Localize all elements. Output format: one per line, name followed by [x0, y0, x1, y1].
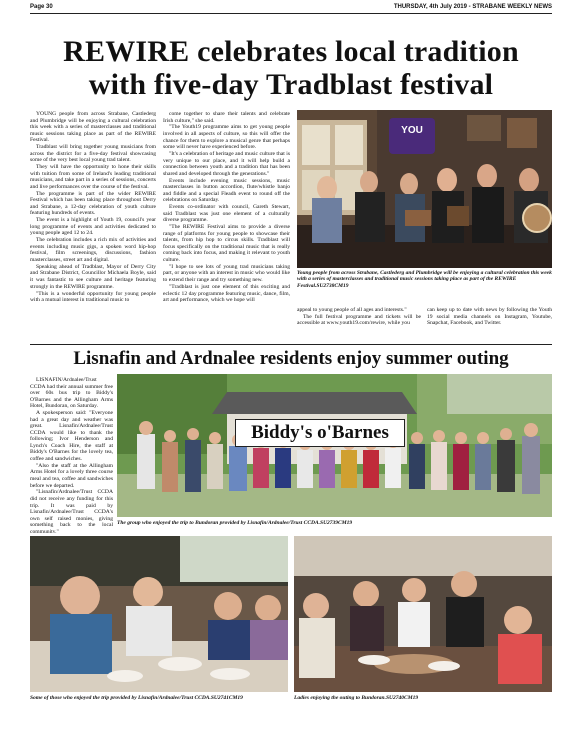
- page-number: Page 30: [30, 4, 53, 10]
- paragraph: The event is a highlight of Youth 19, council's year long programme of events and activities dedicated to young people aged 12 to 24.: [30, 217, 156, 237]
- diners-right-caption: Ladies enjoying the outing to Bundoran.SU2740CM19: [294, 695, 419, 701]
- paragraph: Speaking ahead of Tradblast, Mayor of Derry City and Strabane District, Councillor Michaela Boyle, said it was fantastic to see culture and heritage featuring strongly in the REWIRE programme.: [30, 263, 156, 290]
- paragraph: LISNAFIN/Ardnalee/Trust CCDA had their annual summer free over 60s bus trip to Biddy's O'Barnes and the Allingham Arms Hotel, Bundoran, on Saturday.: [30, 377, 113, 410]
- diners-photo-left: [30, 536, 288, 692]
- paragraph: "Lisnafin/Ardnalee/Trust CCDA did not receive any funding for this trip. It was paid by Lisnafin/Ardnalee/Trust CCDA's own self raised monies, giving something back to the local community.": [30, 489, 113, 533]
- biddys-sign: Biddy's o'Barnes: [235, 419, 405, 447]
- paragraph: "This is a wonderful opportunity for young people with a mutual interest in traditional music to: [30, 290, 156, 304]
- paragraph: The full festival programme and tickets will be accessible at www.youth19.com/rewire, while you: [297, 313, 421, 327]
- paragraph: They will have the opportunity to hone their skills with tuition from some of Ireland's leading traditional musicians, and take part in a series of sessions, concerts and live performances over the course of the festival.: [30, 164, 156, 190]
- paragraph: "Tradblast is just one element of this exciting and eclectic 12 day programme featuring music, dance, film, art and performance, which we hope will: [163, 283, 290, 304]
- paragraph: "The REWIRE Festival aims to provide a diverse range of platforms for young people to showcase their talents, from hip hop to circus skills. Tradblast will focus specifically on the traditional music that is really coming back into focus, and making it relevant to youth culture.: [163, 224, 290, 263]
- paragraph: The programme is part of the wider REWIRE Festival which has been taking place throughout Derry and Strabane, a 12-day celebration of youth culture featuring hundreds of events.: [30, 190, 156, 217]
- article-1-column-2: [163, 111, 290, 340]
- diners-left-caption: Some of those who enjoyed the trip provided by Lisnafin/Ardnalee/Trust CCDA.SU2741CM19: [30, 695, 243, 701]
- paragraph: "It's a celebration of heritage and music culture that is very unique to our place, and it will help build a connection between youth and a tradition that has been shared and developed through the generations.": [163, 151, 290, 177]
- diners-photo-right: [294, 536, 552, 692]
- paragraph: come together to share their talents and celebrate Irish culture," she said.: [163, 111, 290, 124]
- headline-1-line-1: REWIRE celebrates local tradition: [63, 35, 519, 68]
- diners-right-illustration: [294, 536, 552, 692]
- diners-left-illustration: [30, 536, 288, 692]
- paragraph: YOUNG people from across Strabane, Castlederg and Plumbridge will be enjoying a cultural celebration this week with a series of masterclasses and traditional music sessions taking place as part of the REWIRE Festival.: [30, 111, 156, 144]
- paragraph: can keep up to date with news by following the Youth 19 social media channels on Instagram, Youtube, Snapchat, Facebook, and Twitter.: [427, 307, 552, 327]
- paragraph: "Also the staff at the Allingham Arms Hotel for a lovely three course meal and tea, coffee and sandwiches before we departed.: [30, 462, 113, 489]
- paragraph: Tradblast will bring together young musicians from across the district for a five-day festival showcasing some of the very best local young trad talent.: [30, 144, 156, 164]
- paragraph: The celebration includes a rich mix of activities and events including music gigs, a spoken word hip-hop festival, film screenings, discussions, fashion masterclasses, street art and digital.: [30, 237, 156, 263]
- article-1-column-3: [297, 307, 421, 340]
- paragraph: A spokesperson said: "Everyone had a great day and weather was great. Lisnafin/Ardnalee/Trust CCDA would like to thank the following; Ivor Henderson and Lynch's Coach Hire, the staff at Biddy's O'Barnes for the lovely tea, coffee and sandwiches.: [30, 410, 113, 462]
- musicians-photo: [297, 110, 552, 268]
- group-photo: [117, 374, 552, 517]
- article-1-column-1: [30, 111, 156, 340]
- paragraph: Events include evening music sessions, music masterclasses in button accordion, flute/whistle banjo and fiddle and a special Fleadh event to round off the celebrations on Saturday.: [163, 177, 290, 204]
- header-rule: [30, 13, 552, 14]
- headline-1-line-2: with five-day Tradblast festival: [88, 68, 494, 101]
- article-1-column-4: [427, 307, 552, 340]
- paragraph: "I hope to see lots of young trad musicians taking part, or anyone with an interest in music who would like to extend their range and try something new.: [163, 263, 290, 284]
- group-photo-caption: The group who enjoyed the trip to Bundoran provided by Lisnafin/Ardnalee/Trust CCDA.SU2739CM19: [117, 520, 353, 526]
- headline-2: Lisnafin and Ardnalee residents enjoy summer outing: [73, 348, 509, 369]
- paragraph: appeal to young people of all ages and interests.": [297, 307, 407, 313]
- article-2-column: [30, 377, 113, 533]
- paragraph: "The Youth19 programme aims to get young people involved in all aspects of culture, so this will offer the chance for them to explore a musical genre that perhaps some will never have experienced before.: [163, 124, 290, 151]
- musicians-photo-caption: Young people from across Strabane, Castlederg and Plumbridge will be enjoying a cultural celebration this week with a series of masterclasses and traditional music sessions taking place as part of the REWIRE Festival.SU2738CM19: [297, 270, 552, 289]
- section-rule: [30, 344, 552, 345]
- publication-date: THURSDAY, 4th July 2019 - STRABANE WEEKLY NEWS: [393, 4, 552, 10]
- photo-sign-text: YOU: [401, 125, 423, 136]
- paragraph: Events co-ordinator with council, Gareth Stewart, said Tradblast was just one element of a culturally diverse programme.: [163, 204, 290, 224]
